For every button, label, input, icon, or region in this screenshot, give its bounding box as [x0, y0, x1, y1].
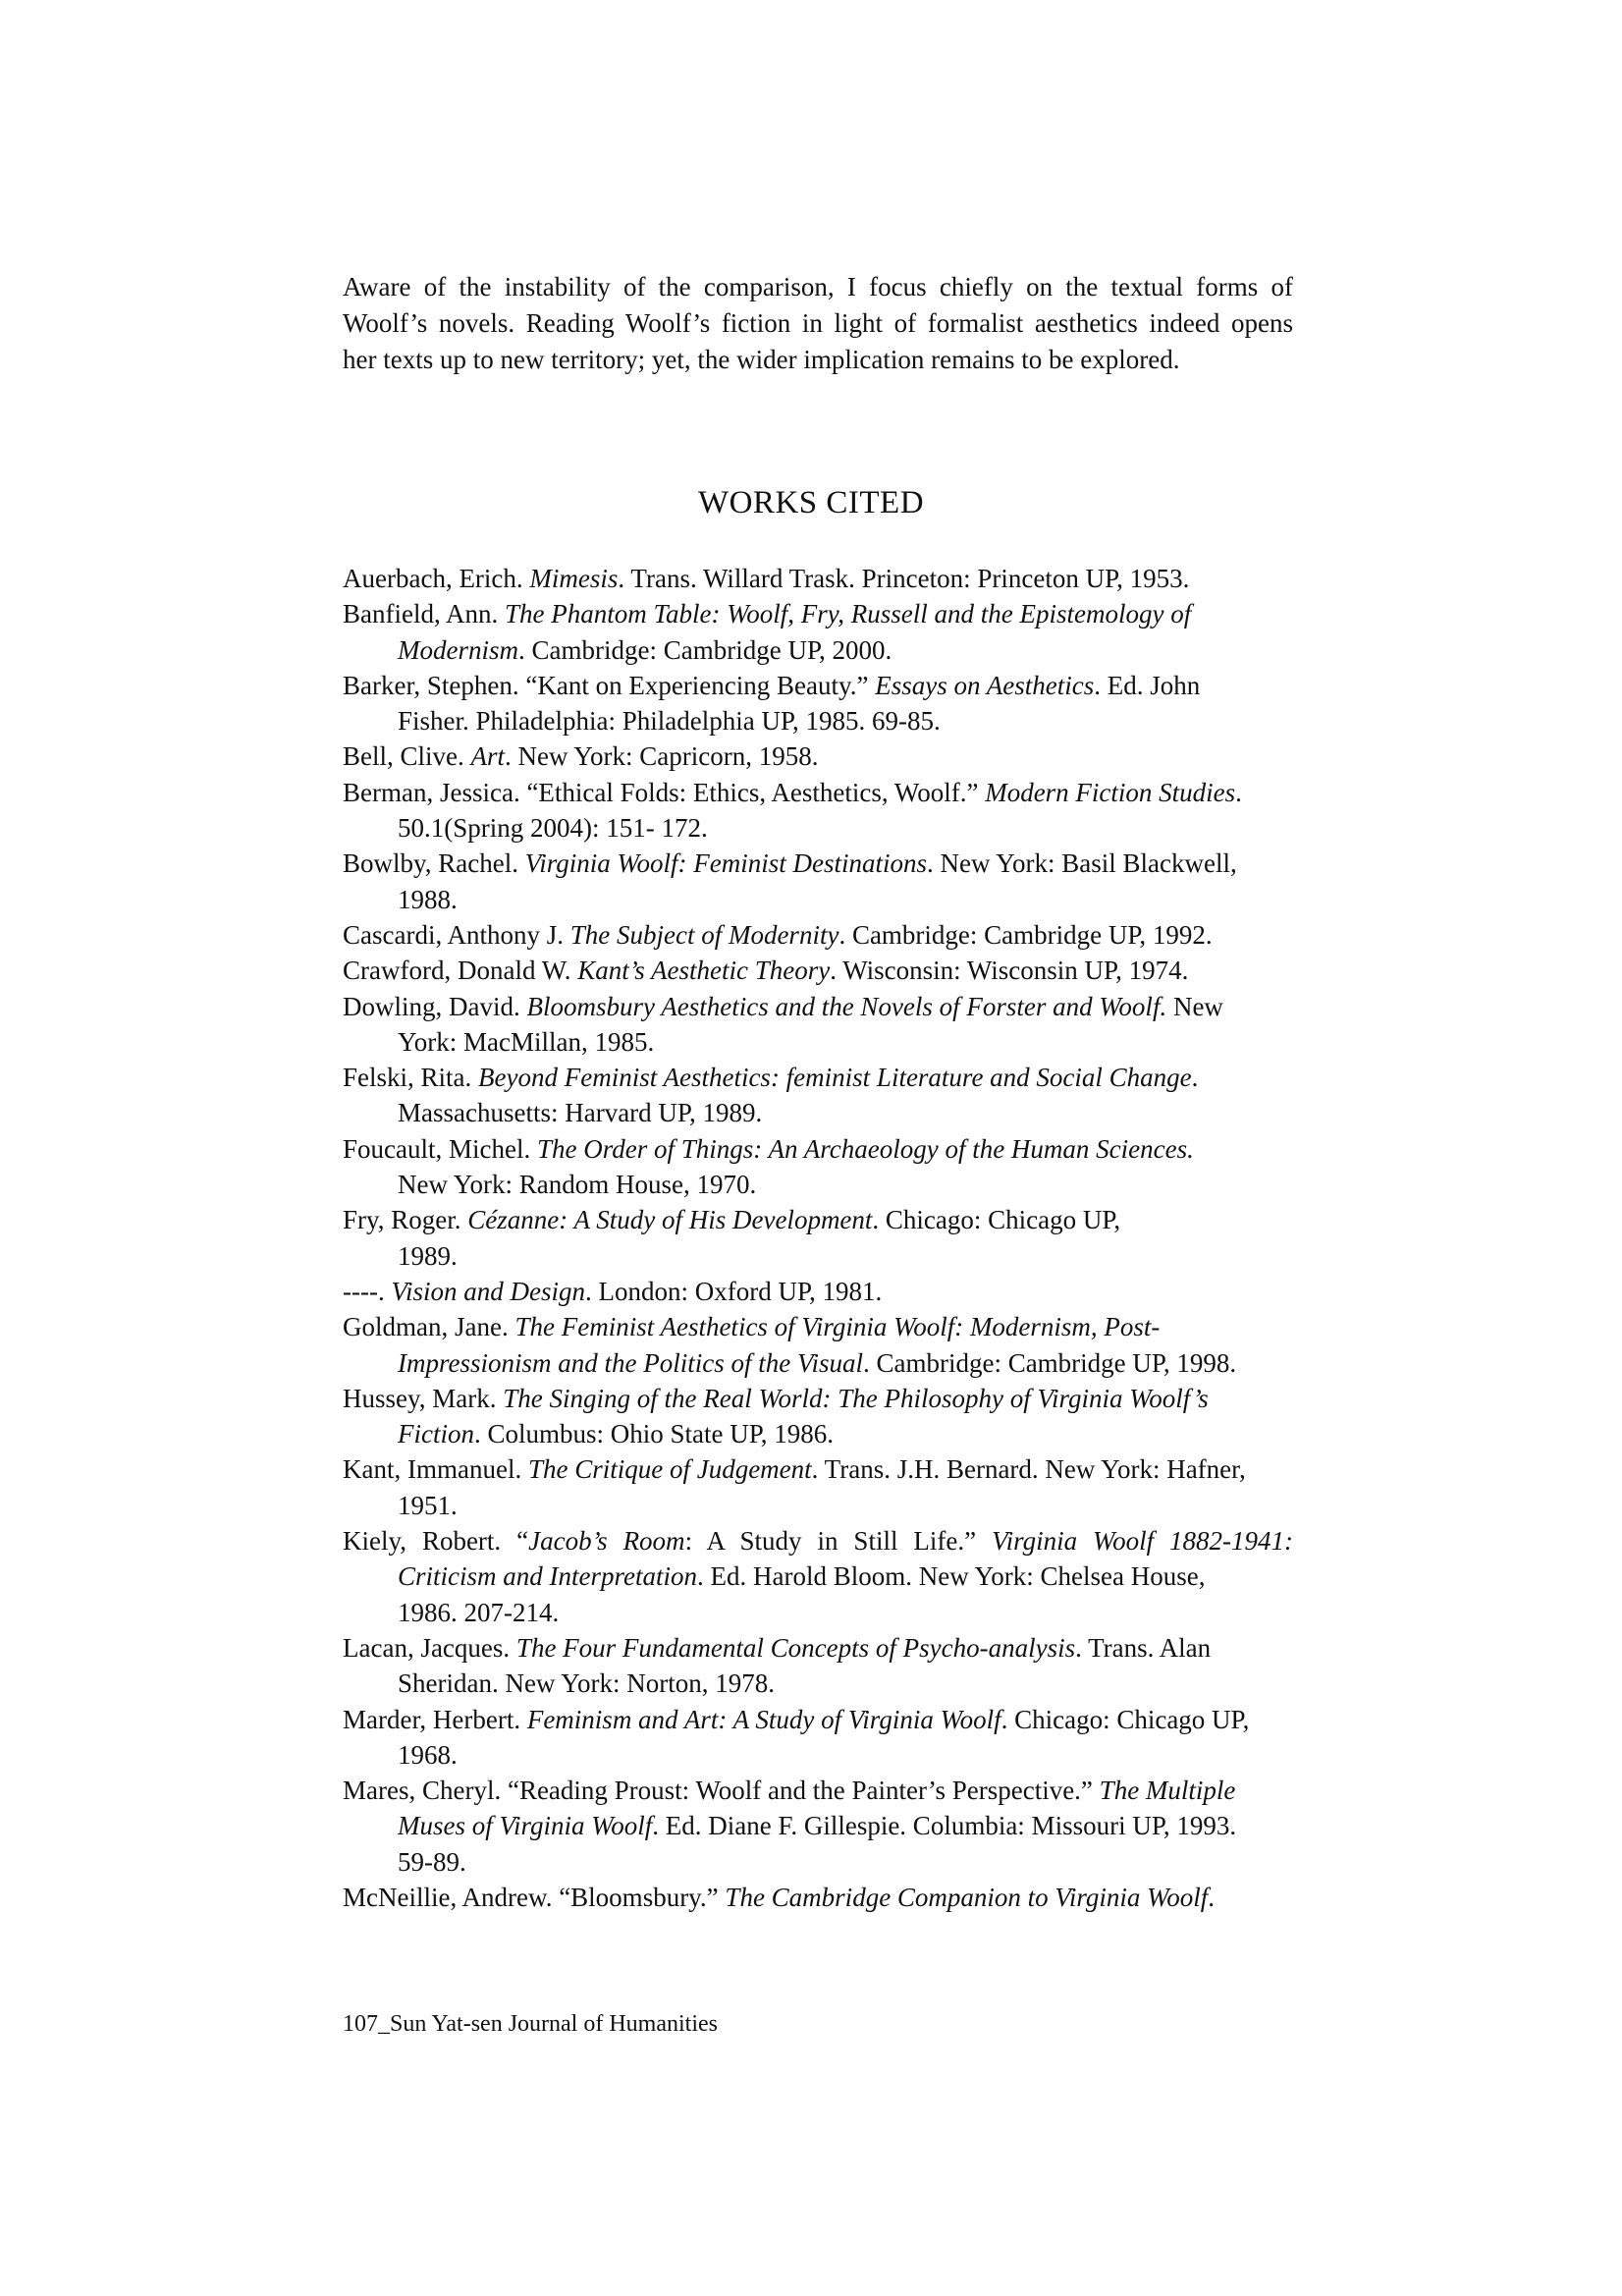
citation-line	[343, 989, 1293, 1024]
works-cited-heading: WORKS CITED	[697, 485, 925, 520]
citation-text: . Ed. John	[1094, 670, 1201, 700]
citation-text: York: MacMillan, 1985.	[398, 1026, 655, 1057]
citation-line	[343, 632, 1293, 668]
citation-line	[343, 1416, 1293, 1451]
citation-text: . Trans. Alan	[1075, 1632, 1212, 1663]
citation-text: . Trans. J.H. Bernard. New York: Hafner,	[811, 1454, 1246, 1485]
citation-text: . Cambridge: Cambridge UP, 1998.	[862, 1347, 1237, 1378]
citation-title: Essays on Aesthetics	[875, 670, 1095, 700]
citation-text: Fry, Roger.	[343, 1205, 468, 1235]
citation-text: 1989.	[398, 1240, 458, 1271]
citation-text: Crawford, Donald W.	[343, 956, 578, 986]
intro-line: Aware of the instability of the comparison, I focus chiefly on the textual forms of	[343, 272, 1293, 301]
citation-line	[343, 1880, 1293, 1915]
intro-line: Woolf’s novels. Reading Woolf’s fiction in light of formalist aesthetics indeed opens	[343, 308, 1293, 338]
citation-text: Banfield, Ann.	[343, 599, 505, 629]
citation-line	[343, 1702, 1293, 1737]
citation-text: . Columbus: Ohio State UP, 1986.	[473, 1419, 835, 1449]
citation-text: 50.1(Spring 2004): 151- 172.	[398, 813, 708, 844]
citation-title: The Feminist Aesthetics of Virginia Woolf: Modernism, Post-	[514, 1312, 1161, 1342]
citation-line	[343, 882, 1293, 917]
citation-title: Virginia Woolf: Feminist Destinations	[524, 848, 927, 879]
citation-text: McNeillie, Andrew. “Bloomsbury.”	[343, 1882, 726, 1912]
citation-entry	[343, 953, 1293, 988]
citation-text: 59-89.	[398, 1846, 466, 1877]
citation-entry	[343, 561, 1293, 596]
citation-line	[343, 1381, 1293, 1416]
citation-line	[343, 1131, 1293, 1167]
citation-entry	[343, 1702, 1293, 1774]
citation-text: Bowlby, Rachel.	[343, 848, 525, 879]
citation-text: Auerbach, Erich.	[343, 564, 530, 593]
citation-text: Fisher. Philadelphia: Philadelphia UP, 1985. 69-85.	[398, 706, 941, 737]
citation-text: Marder, Herbert.	[343, 1704, 527, 1734]
citation-text: .	[1191, 1063, 1199, 1093]
citation-entry	[343, 1309, 1293, 1381]
citation-text: . Cambridge: Cambridge UP, 1992.	[838, 919, 1213, 950]
citation-text: Felski, Rita.	[343, 1063, 479, 1093]
citation-title: The Order of Things: An Archaeology of the Human Sciences.	[536, 1133, 1194, 1164]
citation-line	[343, 1808, 1293, 1843]
citation-text: Barker, Stephen. “Kant on Experiencing Beauty.”	[343, 670, 876, 700]
citation-line	[343, 668, 1293, 703]
intro-paragraph	[343, 269, 1293, 378]
citation-entry	[343, 846, 1293, 917]
citation-title: The Subject of Modernity	[569, 919, 839, 950]
citation-entry	[343, 1202, 1293, 1274]
citation-line	[343, 846, 1293, 881]
citation-title: Criticism and Interpretation	[398, 1561, 697, 1592]
citation-entry	[343, 1451, 1293, 1523]
citation-title: The Four Fundamental Concepts of Psycho-analysis	[515, 1632, 1076, 1663]
intro-line: her texts up to new territory; yet, the wider implication remains to be explored.	[343, 345, 1180, 374]
citation-line	[343, 953, 1293, 988]
citation-entry	[343, 596, 1293, 668]
citation-text: . Trans. Willard Trask. Princeton: Princeton UP, 1953.	[618, 564, 1190, 593]
citation-line	[343, 1060, 1293, 1095]
citation-title: Fiction	[398, 1419, 474, 1449]
citation-entry	[343, 1630, 1293, 1702]
citation-entry	[343, 775, 1293, 847]
citation-text: Bell, Clive.	[343, 741, 471, 772]
citation-title: Impressionism and the Politics of the Visual	[398, 1347, 863, 1378]
citation-text: Kant, Immanuel.	[343, 1454, 528, 1485]
citation-line	[343, 1488, 1293, 1523]
citation-title: Beyond Feminist Aesthetics: feminist Literature and Social Change	[478, 1063, 1192, 1093]
citation-text: . London: Oxford UP, 1981.	[584, 1276, 883, 1306]
citation-line	[343, 1630, 1293, 1666]
citation-entry	[343, 738, 1293, 774]
citation-text: ----.	[343, 1276, 392, 1306]
citation-line	[343, 703, 1293, 738]
citation-line	[343, 1238, 1293, 1274]
citation-line	[343, 775, 1293, 810]
citation-title: The Phantom Table: Woolf, Fry, Russell and the Epistemology of	[504, 599, 1192, 629]
page-footer: 107_Sun Yat-sen Journal of Humanities	[343, 2011, 718, 2037]
citation-text: Massachusetts: Harvard UP, 1989.	[398, 1098, 763, 1128]
citation-text: New	[1166, 991, 1223, 1021]
citation-text: . Wisconsin: Wisconsin UP, 1974.	[830, 956, 1189, 986]
citation-title: Cézanne: A Study of His Development	[467, 1205, 873, 1235]
citation-title: Bloomsbury Aesthetics and the Novels of Forster and Woolf.	[526, 991, 1167, 1021]
citation-line	[343, 1595, 1293, 1630]
citation-title: Muses of Virginia Woolf	[398, 1811, 653, 1841]
citation-text: Berman, Jessica. “Ethical Folds: Ethics, Aesthetics, Woolf.”	[343, 777, 986, 807]
citation-line	[343, 1024, 1293, 1060]
citation-text: 1951.	[398, 1490, 458, 1520]
citation-title: Kant’s Aesthetic Theory	[577, 956, 831, 986]
citation-entry	[343, 917, 1293, 953]
citation-title: Mimesis	[529, 564, 619, 593]
citation-line	[343, 1345, 1293, 1381]
citation-line	[343, 1558, 1293, 1594]
citation-text: . Chicago: Chicago UP,	[872, 1205, 1121, 1235]
citation-title: Jacob’s Room	[528, 1526, 685, 1557]
citation-entry	[343, 1523, 1293, 1630]
citation-title: Feminism and Art: A Study of Virginia Woolf	[526, 1704, 1001, 1734]
citation-line	[343, 561, 1293, 596]
citation-line	[343, 1274, 1293, 1309]
citation-entry	[343, 1773, 1293, 1880]
citation-text: 1968.	[398, 1739, 458, 1770]
citation-line	[343, 1737, 1293, 1773]
citation-text: Cascardi, Anthony J.	[343, 919, 570, 950]
citation-line	[343, 1095, 1293, 1130]
citation-title: The Critique of Judgement	[527, 1454, 812, 1485]
citation-title: Virginia Woolf 1882-1941:	[992, 1526, 1294, 1557]
citation-text: . New York: Basil Blackwell,	[926, 848, 1237, 879]
citation-line	[343, 738, 1293, 774]
citation-title: Vision and Design	[391, 1276, 585, 1306]
citation-text: Kiely, Robert. “	[343, 1526, 529, 1557]
citation-entry	[343, 1060, 1293, 1131]
citation-line	[343, 1167, 1293, 1202]
citation-title: The Singing of the Real World: The Philosophy of Virginia Woolf’s	[503, 1383, 1209, 1413]
citation-text: Hussey, Mark.	[343, 1383, 504, 1413]
citation-line	[343, 1202, 1293, 1237]
citation-entry	[343, 668, 1293, 739]
citation-text: 1988.	[398, 884, 458, 914]
citation-text: . Ed. Diane F. Gillespie. Columbia: Missouri UP, 1993.	[652, 1811, 1237, 1841]
citation-entry	[343, 1381, 1293, 1452]
citation-text: New York: Random House, 1970.	[398, 1170, 757, 1200]
citation-title: Art	[470, 741, 506, 772]
citation-entry	[343, 989, 1293, 1061]
citation-line	[343, 1773, 1293, 1808]
citation-title: The Cambridge Companion to Virginia Woolf	[725, 1882, 1209, 1912]
citation-line	[343, 1451, 1293, 1487]
citation-text: .	[1235, 777, 1242, 807]
citation-entry	[343, 1880, 1293, 1915]
citation-text: Sheridan. New York: Norton, 1978.	[398, 1668, 775, 1699]
works-cited-list	[343, 561, 1293, 1915]
citation-line	[343, 1666, 1293, 1701]
citation-text: .	[1208, 1882, 1215, 1912]
citation-line	[343, 1523, 1293, 1558]
citation-title: Modernism	[398, 634, 518, 665]
citation-text: Dowling, David.	[343, 991, 527, 1021]
citation-text: Lacan, Jacques.	[343, 1632, 516, 1663]
citation-text: 1986. 207-214.	[398, 1597, 560, 1627]
citation-text: . New York: Capricorn, 1958.	[505, 741, 819, 772]
citation-text: . Ed. Harold Bloom. New York: Chelsea House,	[697, 1561, 1206, 1592]
citation-text: Goldman, Jane.	[343, 1312, 515, 1342]
citation-text: Mares, Cheryl. “Reading Proust: Woolf and the Painter’s Perspective.”	[343, 1776, 1100, 1806]
citation-line	[343, 1309, 1293, 1344]
citation-text: . Cambridge: Cambridge UP, 2000.	[518, 634, 892, 665]
citation-text: Foucault, Michel.	[343, 1133, 537, 1164]
citation-line	[343, 1844, 1293, 1880]
citation-title: Modern Fiction Studies	[985, 777, 1236, 807]
citation-line	[343, 596, 1293, 631]
citation-title: The Multiple	[1099, 1776, 1236, 1806]
citation-text: : A Study in Still Life.”	[684, 1526, 993, 1557]
citation-line	[343, 810, 1293, 846]
citation-text: . Chicago: Chicago UP,	[1000, 1704, 1250, 1734]
citation-entry	[343, 1274, 1293, 1309]
citation-line	[343, 917, 1293, 953]
citation-entry	[343, 1131, 1293, 1203]
